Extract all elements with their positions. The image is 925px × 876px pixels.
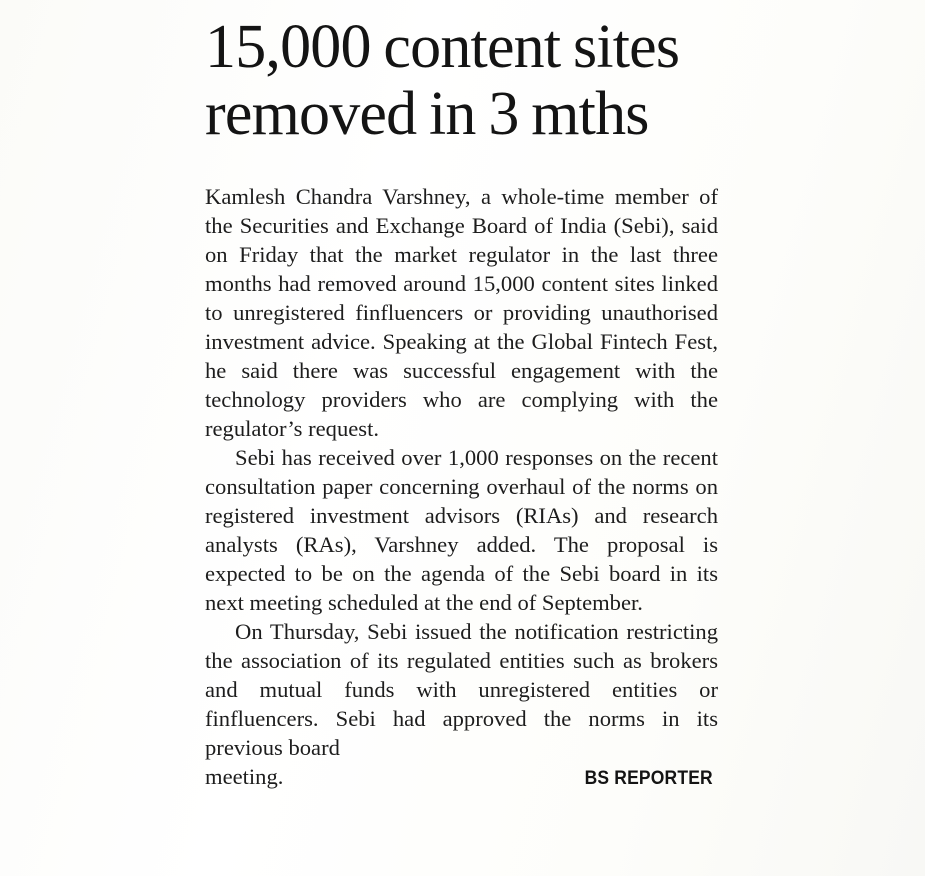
headline-line-1: 15,000 content sites <box>205 13 680 81</box>
article <box>205 14 718 793</box>
byline-row <box>205 762 718 793</box>
page-title <box>205 14 718 148</box>
article-paragraph: On Thursday, Sebi issued the notification restricting the association of its regulated entities such as brokers and mutual funds with unregistered entities or finfluencers. Sebi had approved the norms in its previous board <box>205 619 718 760</box>
article-paragraph: Sebi has received over 1,000 responses on the recent consultation paper concerning overhaul of the norms on registered investment advisors (RIAs) and research analysts (RAs), Varshney added. The proposal is expected to be on the agenda of the Sebi board in its next meeting scheduled at the end of September. <box>205 445 718 615</box>
article-body <box>205 148 718 793</box>
byline: BS REPORTER <box>584 768 713 789</box>
headline-line-2: removed in 3 mths <box>205 80 649 148</box>
article-paragraph: Kamlesh Chandra Varshney, a whole-time member of the Securities and Exchange Board of India (Sebi), said on Friday that the market regulator in the last three months had removed around 15,000 content sites linked to unregistered finfluencers or providing unauthorised investment advice. Speaking at the Global Fintech Fest, he said there was successful engagement with the technology providers who are complying with the regulator’s request. <box>205 184 718 441</box>
article-last-line: meeting. <box>205 764 284 789</box>
